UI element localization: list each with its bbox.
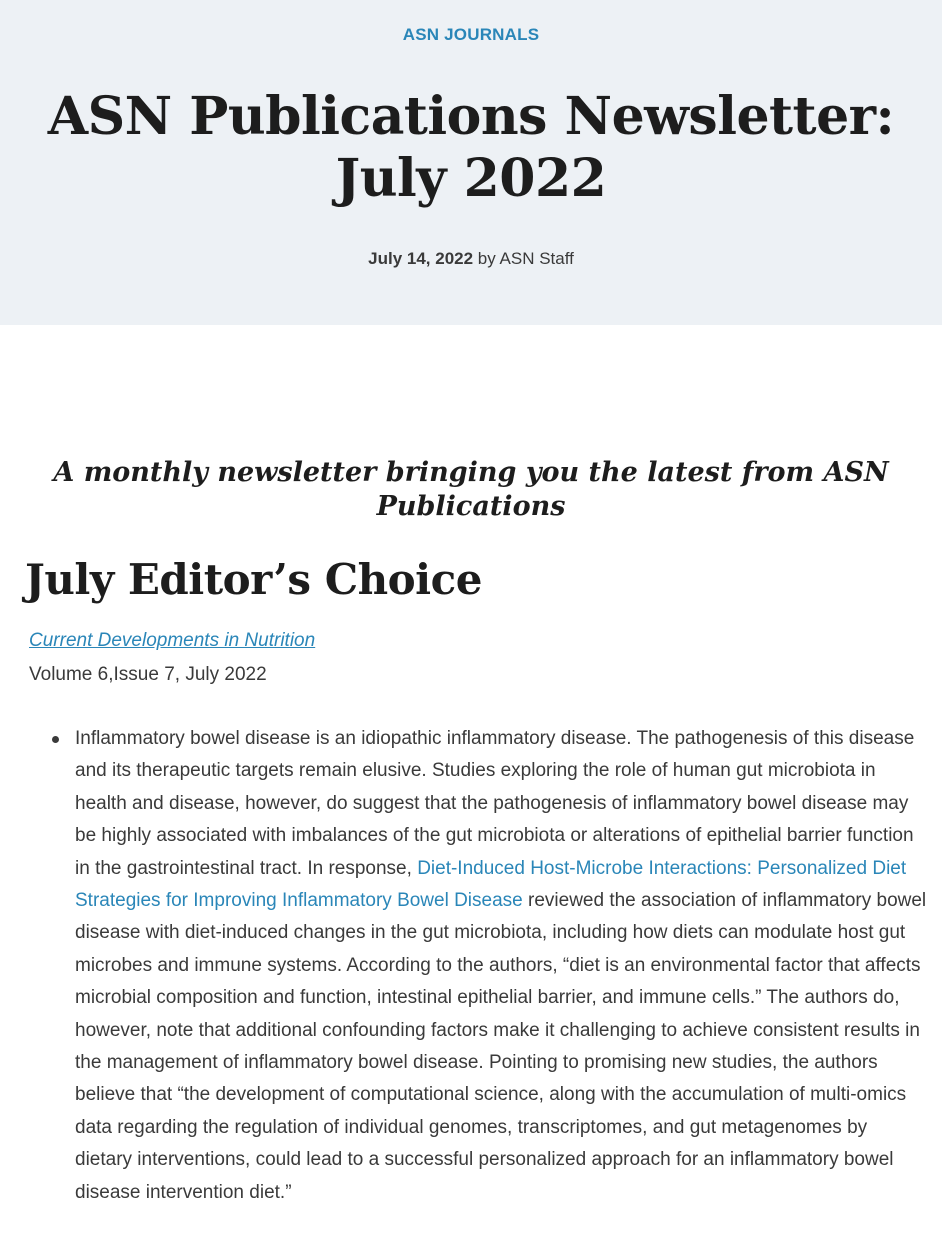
article-list xyxy=(75,723,927,1209)
section-heading: July Editor’s Choice xyxy=(25,555,482,604)
article-text-body: reviewed the association of inflammatory bowel disease with diet-induced changes in the gut microbiota, including how diets can modulate host gut microbes and immune systems. According to the authors, “diet is an environmental factor that affects microbial composition and function, intestinal epithelial barrier, and immune cells.” The authors do, however, note that additional confounding factors make it challenging to achieve consistent results in the management of inflammatory bowel disease. Pointing to promising new studies, the authors believe that “the development of computational science, along with the accumulation of multi-omics data regarding the regulation of individual genomes, transcriptomes, and gut metagenomes by dietary interventions, could lead to a successful personalized approach for an inflammatory bowel disease intervention diet.” xyxy=(75,890,927,1203)
list-item xyxy=(75,723,927,1209)
bullet-icon xyxy=(52,736,59,743)
post-date: July 14, 2022 xyxy=(368,249,474,268)
article-text-intro: Inflammatory bowel disease is an idiopathic inflammatory disease. The pathogenesis of this disease and its therapeutic targets remain elusive. Studies exploring the role of human gut microbiota in health and disease, however, do suggest that the pathogenesis of inflammatory bowel disease may be highly associated with imbalances of the gut microbiota or alterations of epithelial barrier function in the gastrointestinal tract. In response, xyxy=(75,728,915,879)
newsletter-subtitle: A monthly newsletter bringing you the latest from ASN Publications xyxy=(53,457,889,522)
byline-author: by ASN Staff xyxy=(473,249,574,268)
byline xyxy=(0,249,942,269)
volume-info: Volume 6,Issue 7, July 2022 xyxy=(29,664,267,685)
article-link[interactable]: Diet-Induced Host-Microbe Interactions: Personalized Diet Strategies for Improving Inflammatory Bowel Disease xyxy=(75,857,907,912)
journal-link[interactable]: Current Developments in Nutrition xyxy=(29,630,316,651)
page-title: ASN Publications Newsletter: July 2022 xyxy=(47,86,895,209)
article-header xyxy=(0,0,942,325)
category-link[interactable]: ASN JOURNALS xyxy=(402,25,540,44)
